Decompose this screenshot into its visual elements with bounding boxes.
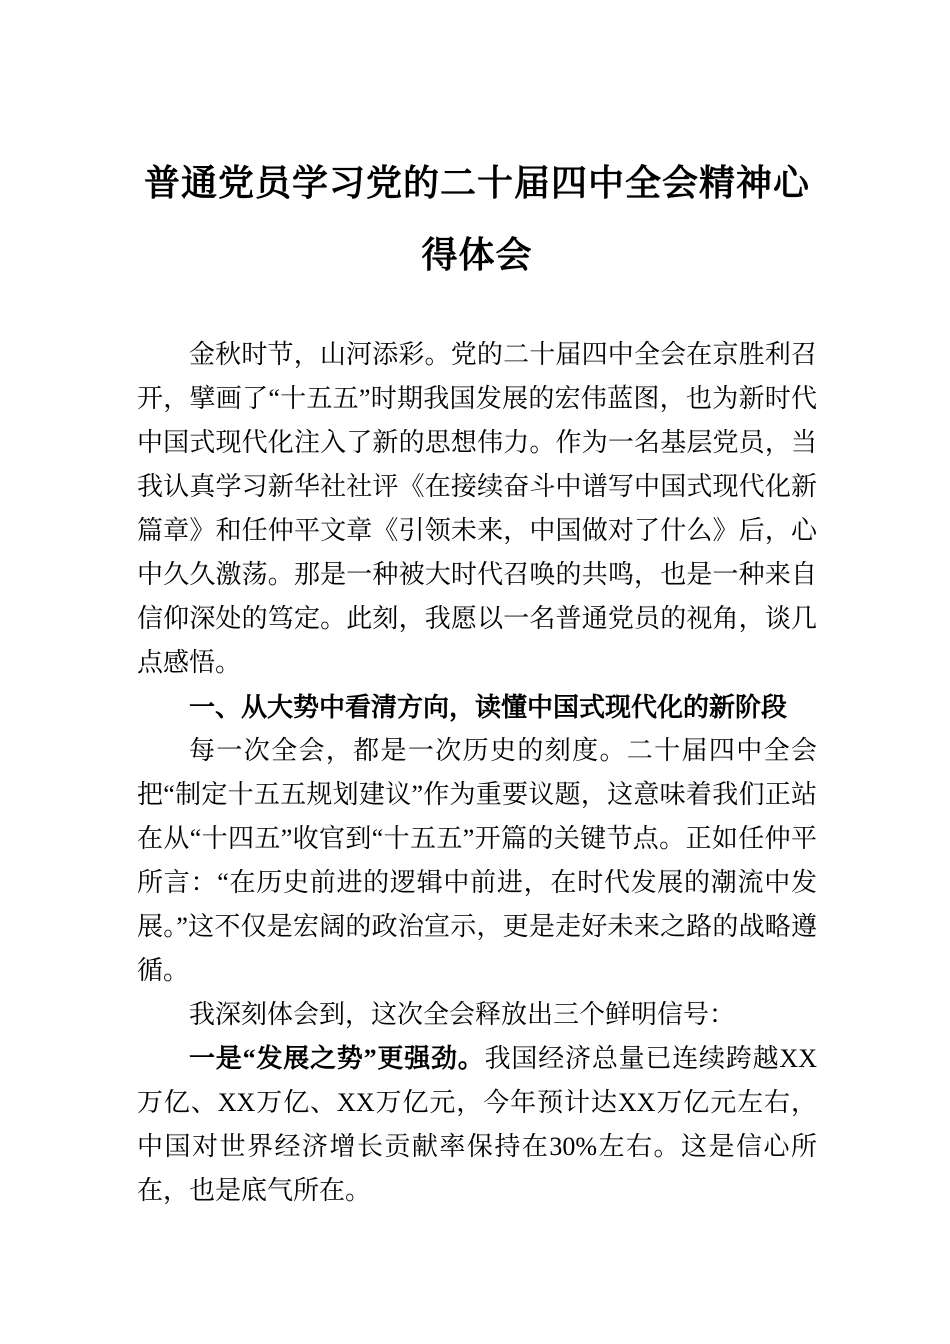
document-title: 普通党员学习党的二十届四中全会精神心得体会	[143, 163, 810, 275]
paragraph-signal-1-lead: 一是“发展之势”更强劲。	[189, 1044, 485, 1073]
paragraph-intro: 金秋时节，山河添彩。党的二十届四中全会在京胜利召开，擘画了“十五五”时期我国发展的宏伟蓝图，也为新时代中国式现代化注入了新的思想伟力。作为一名基层党员，当我认真学习新华社社评《在接续奋斗中谱写中国式现代化新篇章》和任仲平文章《引领未来，中国做对了什么》后，心中久久激荡。那是一种被大时代召唤的共鸣，也是一种来自信仰深处的笃定。此刻，我愿以一名普通党员的视角，谈几点感悟。	[137, 340, 817, 677]
paragraph-signals-intro: 我深刻体会到，这次全会释放出三个鲜明信号：	[189, 1000, 736, 1029]
paragraph-signal-1-text: 我国经济总量已连续跨越XX万亿、XX万亿、XX万亿元，今年预计达XX万亿元左右，中国对世界经济增长贡献率保持在30%左右。这是信心所在，也是底气所在。	[137, 1044, 817, 1205]
section-heading-1: 一、从大势中看清方向，读懂中国式现代化的新阶段	[189, 692, 788, 722]
paragraph-section1-body: 每一次全会，都是一次历史的刻度。二十届四中全会把“制定十五五规划建议”作为重要议题，这意味着我们正站在从“十四五”收官到“十五五”开篇的关键节点。正如任仲平所言：“在历史前进的逻辑中前进，在时代发展的潮流中发展。”这不仅是宏阔的政治宣示，更是走好未来之路的战略遵循。	[137, 736, 817, 985]
paragraph-signal-1	[137, 1037, 817, 1213]
